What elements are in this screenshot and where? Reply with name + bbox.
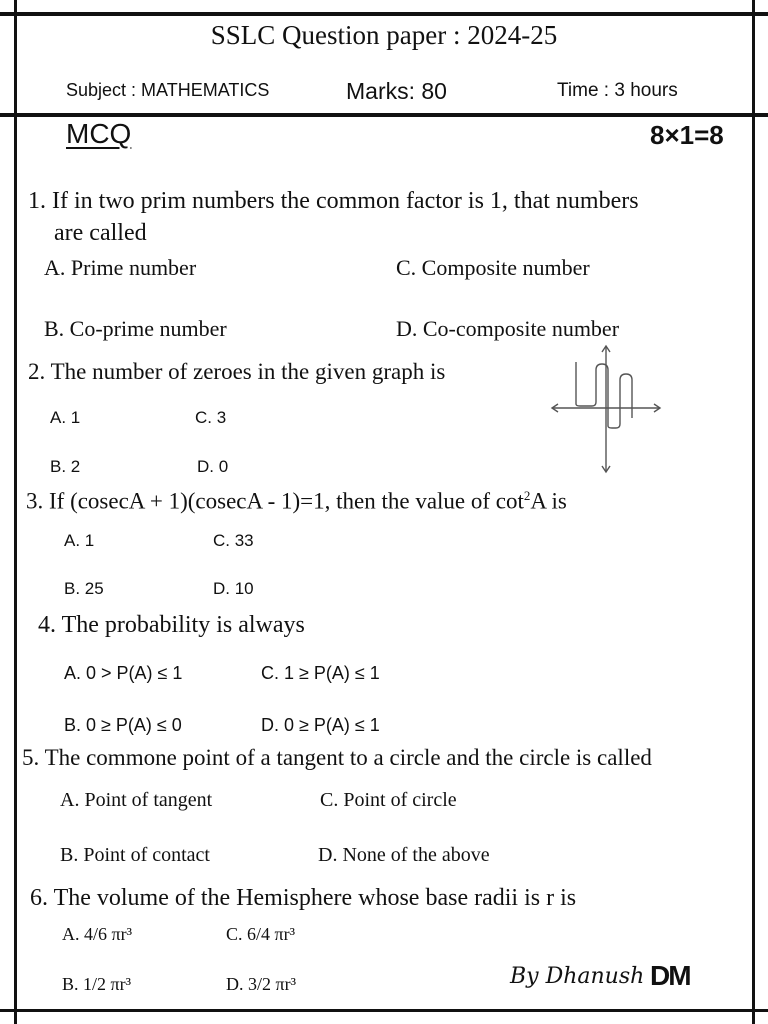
left-border	[14, 0, 17, 1024]
q2-option-b: B. 2	[50, 457, 81, 476]
q1-option-a: A. Prime number	[44, 255, 197, 280]
section-marks: 8×1=8	[650, 120, 724, 150]
question-1-text-cont: are called	[54, 220, 147, 246]
q2-option-d: D. 0	[197, 457, 229, 476]
q4-option-d: D. 0 ≥ P(A) ≤ 1	[261, 715, 380, 735]
q1-option-c: C. Composite number	[396, 255, 590, 280]
question-3-main: 3. If (cosecA + 1)(cosecA - 1)=1, then the value of cot	[26, 488, 524, 514]
q2-option-c: C. 3	[195, 408, 227, 427]
q6-option-b: B. 1/2 πr³	[62, 974, 131, 994]
q2-option-a: A. 1	[50, 408, 81, 427]
q2-graph	[548, 344, 668, 474]
author-signature: By Dhanush	[510, 964, 645, 989]
q5-option-b: B. Point of contact	[60, 844, 210, 866]
q6-option-a: A. 4/6 πr³	[62, 924, 132, 944]
header-rule	[0, 113, 768, 117]
marks-label: Marks: 80	[346, 78, 447, 104]
bottom-rule	[0, 1009, 768, 1012]
question-4-text: 4. The probability is always	[38, 612, 305, 638]
question-5-text: 5. The commone point of a tangent to a circle and the circle is called	[22, 745, 652, 770]
time-label: Time : 3 hours	[557, 80, 678, 101]
q5-option-a: A. Point of tangent	[60, 789, 213, 811]
q3-option-c: C. 33	[213, 531, 254, 550]
q3-option-d: D. 10	[213, 579, 254, 598]
paper-title: SSLC Question paper : 2024-25	[210, 20, 558, 50]
q5-option-d: D. None of the above	[318, 844, 490, 866]
q6-option-d: D. 3/2 πr³	[226, 974, 296, 994]
question-2-text: 2. The number of zeroes in the given graph is	[28, 359, 446, 384]
q4-option-c: C. 1 ≥ P(A) ≤ 1	[261, 663, 380, 683]
question-3-text	[26, 488, 567, 515]
q3-option-b: B. 25	[64, 579, 104, 598]
section-title: MCQ	[66, 118, 132, 149]
q1-option-b: B. Co-prime number	[44, 316, 227, 341]
question-1-text: 1. If in two prim numbers the common factor is 1, that numbers	[28, 188, 639, 214]
subject-label: Subject : MATHEMATICS	[66, 80, 270, 100]
q1-option-d: D. Co-composite number	[396, 316, 620, 341]
q6-option-c: C. 6/4 πr³	[226, 924, 295, 944]
right-border	[752, 0, 755, 1024]
q4-option-a: A. 0 > P(A) ≤ 1	[64, 663, 183, 683]
question-3-sup: 2	[523, 488, 531, 503]
author-logo: DM	[650, 960, 690, 991]
q5-option-c: C. Point of circle	[320, 789, 457, 811]
q3-option-a: A. 1	[64, 531, 95, 550]
q4-option-b: B. 0 ≥ P(A) ≤ 0	[64, 715, 182, 735]
question-3-end: A is	[530, 488, 567, 514]
question-6-text: 6. The volume of the Hemisphere whose base radii is r is	[30, 885, 577, 911]
top-rule	[0, 12, 768, 16]
